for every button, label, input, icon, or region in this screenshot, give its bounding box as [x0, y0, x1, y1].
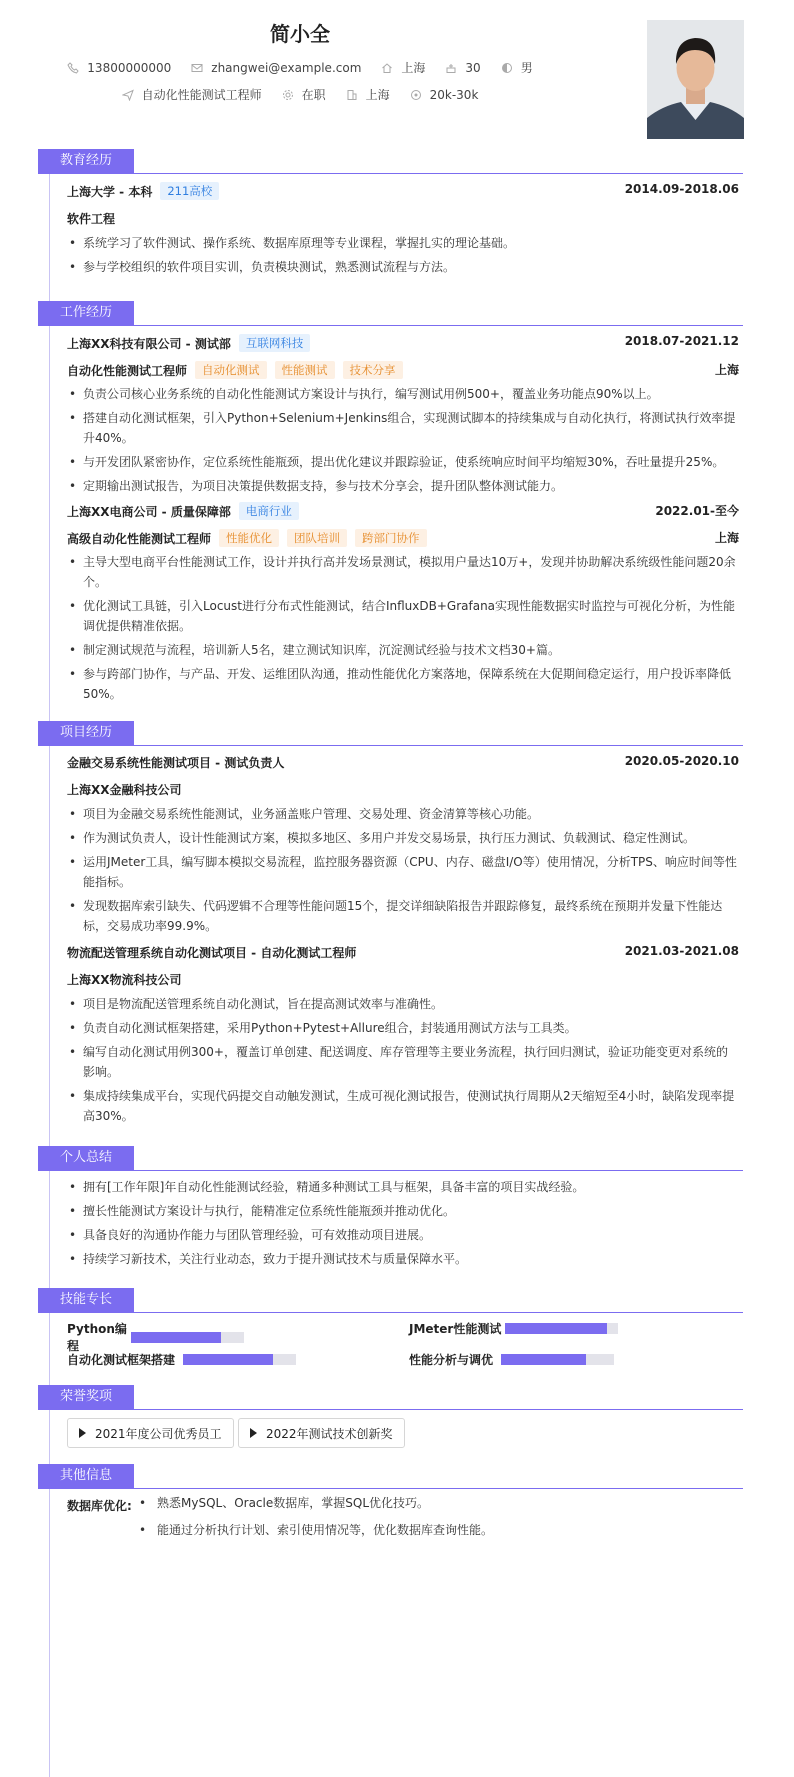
skill-name: 性能分析与调优 — [409, 1353, 494, 1367]
list-item: • 制定测试规范与流程，培训新人5名，建立测试知识库，沉淀测试经验与技术文档30+篇。 — [67, 640, 739, 660]
skill-framework — [67, 1351, 296, 1368]
company-tag: 互联网科技 — [239, 334, 311, 352]
phone-text: 13800000000 — [87, 60, 172, 75]
send-icon — [122, 89, 134, 101]
skill-bar — [131, 1332, 244, 1343]
skill-tag: 跨部门协作 — [355, 529, 427, 547]
section-education — [38, 149, 743, 174]
skill-bar-fill — [501, 1354, 586, 1365]
award-badge — [238, 1418, 405, 1448]
work-period: 2018.07-2021.12 — [624, 334, 739, 348]
list-item: • 具备良好的沟通协作能力与团队管理经验，可有效推动项目进展。 — [67, 1225, 739, 1245]
company-name: 上海XX电商公司 - 质量保障部 — [67, 504, 231, 519]
phone-item — [67, 61, 171, 75]
email-item — [191, 61, 361, 75]
section-work — [38, 301, 743, 326]
work-1-header — [67, 334, 739, 352]
company-tag: 电商行业 — [239, 502, 299, 520]
list-item: • 定期输出测试报告，为项目决策提供数据支持，参与技术分享会，提升团队整体测试能力。 — [67, 476, 739, 496]
award-text: 2021年度公司优秀员工 — [95, 1426, 222, 1441]
list-item: • 参与学校组织的软件项目实训，负责模块测试，熟悉测试流程与方法。 — [67, 257, 739, 277]
summary-bullets — [67, 1177, 739, 1269]
list-item: • 主导大型电商平台性能测试工作，设计并执行高并发场景测试，模拟用户量达10万+，发现并协助解决系统级性能问题20余个。 — [67, 552, 739, 592]
list-item: • 作为测试负责人，设计性能测试方案，模拟多地区、多用户并发交易场景，执行压力测试、负载测试、稳定性测试。 — [67, 828, 739, 848]
cake-icon — [445, 62, 457, 74]
project-2-header — [67, 944, 739, 961]
work-location: 上海 — [714, 531, 739, 545]
section-title: 其他信息 — [38, 1464, 134, 1488]
list-item: • 系统学习了软件测试、操作系统、数据库原理等专业课程，掌握扎实的理论基础。 — [67, 233, 739, 253]
project-company: 上海XX物流科技公司 — [67, 973, 182, 987]
section-title: 工作经历 — [38, 301, 134, 325]
skill-tag: 技术分享 — [343, 361, 403, 379]
company-name: 上海XX科技有限公司 - 测试部 — [67, 336, 231, 351]
play-icon — [79, 1428, 86, 1438]
skill-bar — [505, 1323, 618, 1334]
project-period: 2020.05-2020.10 — [624, 754, 739, 768]
skill-tag: 性能测试 — [275, 361, 335, 379]
list-item: • 搭建自动化测试框架，引入Python+Selenium+Jenkins组合，实现测试脚本的持续集成与自动化执行，将测试执行效率提升40%。 — [67, 408, 739, 448]
section-title: 荣誉奖项 — [38, 1385, 134, 1409]
school-name: 上海大学 - 本科 — [67, 184, 153, 199]
skill-tag: 团队培训 — [287, 529, 347, 547]
work-2-position — [67, 529, 739, 547]
status-item — [282, 86, 326, 103]
salary-text: 20k-30k — [429, 87, 479, 102]
project-company: 上海XX金融科技公司 — [67, 783, 182, 797]
section-title: 项目经历 — [38, 721, 134, 745]
major: 软件工程 — [67, 212, 116, 226]
list-item: • 集成持续集成平台，实现代码提交自动触发测试，生成可视化测试报告，使测试执行周期从2天缩短至4小时，缺陷发现率提高30%。 — [67, 1086, 739, 1126]
gender-item — [501, 59, 533, 76]
project-title: 物流配送管理系统自动化测试项目 - 自动化测试工程师 — [67, 946, 357, 960]
school-tag: 211高校 — [160, 182, 219, 200]
skill-bar — [501, 1354, 614, 1365]
candidate-name: 简小全 — [270, 22, 330, 46]
resume-header — [0, 0, 794, 150]
city-text: 上海 — [365, 88, 390, 102]
list-item: • 负责公司核心业务系统的自动化性能测试方案设计与执行，编写测试用例500+，覆盖业务功能点90%以上。 — [67, 384, 739, 404]
gear-icon — [282, 89, 294, 101]
section-title: 个人总结 — [38, 1146, 134, 1170]
profile-photo — [647, 20, 744, 139]
skill-bar-fill — [183, 1354, 273, 1365]
avatar-portrait — [647, 20, 744, 139]
list-item: • 负责自动化测试框架搭建，采用Python+Pytest+Allure组合，封装通用测试方法与工具类。 — [67, 1018, 739, 1038]
award-text: 2022年测试技术创新奖 — [266, 1426, 393, 1441]
list-item: • 项目为金融交易系统性能测试，业务涵盖账户管理、交易处理、资金清算等核心功能。 — [67, 804, 739, 824]
city-item — [346, 86, 390, 103]
home-icon — [381, 62, 393, 74]
age-text: 30 — [465, 60, 481, 75]
project-2-bullets — [67, 994, 739, 1126]
gender-icon — [501, 62, 513, 74]
phone-icon — [67, 62, 79, 74]
skill-bar-fill — [505, 1323, 607, 1334]
status-text: 在职 — [301, 88, 326, 102]
list-item: • 与开发团队紧密协作，定位系统性能瓶颈，提出优化建议并跟踪验证，使系统响应时间平均缩短30%，吞吐量提升25%。 — [67, 452, 739, 472]
list-item: • 发现数据库索引缺失、代码逻辑不合理等性能问题15个，提交详细缺陷报告并跟踪修复，最终系统在预期并发量下性能达标，交易成功率99.9%。 — [67, 896, 739, 936]
age-item — [445, 61, 480, 75]
position-title: 自动化性能测试工程师 — [67, 363, 188, 378]
skill-tag: 性能优化 — [219, 529, 279, 547]
list-item: • 拥有[工作年限]年自动化性能测试经验，精通多种测试工具与框架，具备丰富的项目实战经验。 — [67, 1177, 739, 1197]
education-period: 2014.09-2018.06 — [624, 182, 739, 196]
timeline-line — [49, 170, 50, 1777]
section-projects — [38, 721, 743, 746]
job-title-text: 自动化性能测试工程师 — [141, 88, 262, 102]
work-period: 2022.01-至今 — [655, 504, 739, 518]
work-location: 上海 — [714, 363, 739, 377]
project-title: 金融交易系统性能测试项目 - 测试负责人 — [67, 756, 285, 770]
project-period: 2021.03-2021.08 — [624, 944, 739, 958]
section-title: 教育经历 — [38, 149, 134, 173]
award-badge — [67, 1418, 234, 1448]
job-row — [0, 86, 600, 103]
work-1-position — [67, 361, 739, 379]
gender-text: 男 — [520, 61, 533, 75]
list-item: • 熟悉MySQL、Oracle数据库，掌握SQL优化技巧。 — [137, 1490, 737, 1517]
skill-bar-fill — [131, 1332, 221, 1343]
list-item: • 能通过分析执行计划、索引使用情况等，优化数据库查询性能。 — [137, 1517, 737, 1544]
salary-item — [410, 88, 479, 102]
other-bullets — [137, 1490, 737, 1544]
coin-icon — [410, 89, 422, 101]
building-icon — [346, 89, 358, 101]
email-text: zhangwei@example.com — [211, 60, 362, 75]
location-item — [381, 59, 425, 76]
skill-name: JMeter性能测试 — [409, 1322, 502, 1336]
mail-icon — [191, 62, 203, 74]
list-item: • 持续学习新技术，关注行业动态，致力于提升测试技术与质量保障水平。 — [67, 1249, 739, 1269]
education-header — [67, 182, 739, 200]
contact-row — [0, 59, 600, 76]
skill-name: 自动化测试框架搭建 — [67, 1353, 176, 1367]
section-other — [38, 1464, 743, 1489]
location-text: 上海 — [401, 61, 426, 75]
list-item: • 运用JMeter工具，编写脚本模拟交易流程，监控服务器资源（CPU、内存、磁盘I/O等）使用情况，分析TPS、响应时间等性能指标。 — [67, 852, 739, 892]
work-2-header — [67, 502, 739, 520]
skill-python — [67, 1320, 244, 1354]
list-item: • 项目是物流配送管理系统自动化测试，旨在提高测试效率与准确性。 — [67, 994, 739, 1014]
section-summary — [38, 1146, 743, 1171]
list-item: • 参与跨部门协作，与产品、开发、运维团队沟通，推动性能优化方案落地，保障系统在大促期间稳定运行，用户投诉率降低50%。 — [67, 664, 739, 704]
job-title-item — [122, 86, 262, 103]
list-item: • 擅长性能测试方案设计与执行，能精准定位系统性能瓶颈并推动优化。 — [67, 1201, 739, 1221]
work-1-bullets — [67, 384, 739, 496]
section-skills — [38, 1288, 743, 1313]
work-2-bullets — [67, 552, 739, 704]
play-icon — [250, 1428, 257, 1438]
skill-tuning — [409, 1351, 614, 1368]
education-bullets — [67, 233, 739, 277]
position-title: 高级自动化性能测试工程师 — [67, 531, 212, 546]
section-title: 技能专长 — [38, 1288, 134, 1312]
other-label: 数据库优化: — [67, 1499, 132, 1513]
skill-name: Python编程 — [67, 1322, 127, 1353]
list-item: • 优化测试工具链，引入Locust进行分布式性能测试，结合InfluxDB+Grafana实现性能数据实时监控与可视化分析，为性能调优提供精准依据。 — [67, 596, 739, 636]
skill-bar — [183, 1354, 296, 1365]
section-awards — [38, 1385, 743, 1410]
skill-jmeter — [409, 1320, 618, 1337]
list-item: • 编写自动化测试用例300+，覆盖订单创建、配送调度、库存管理等主要业务流程，执行回归测试，验证功能变更对系统的影响。 — [67, 1042, 739, 1082]
skill-tag: 自动化测试 — [195, 361, 267, 379]
project-1-header — [67, 754, 739, 771]
project-1-bullets — [67, 804, 739, 936]
